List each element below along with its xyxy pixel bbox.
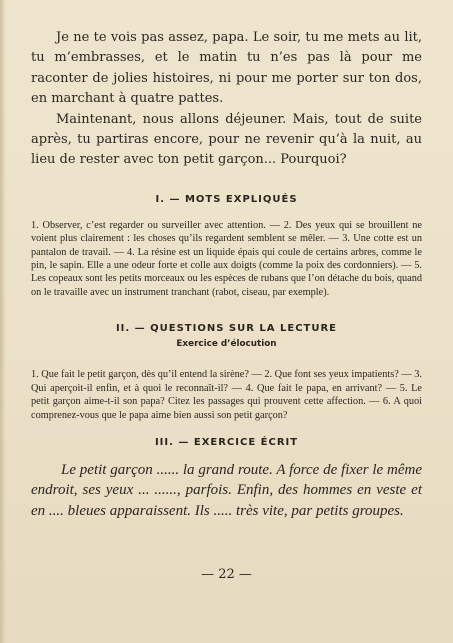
section-heading-questions: II. — QUESTIONS SUR LA LECTURE (115, 323, 338, 335)
page-number: — 22 — (201, 567, 252, 582)
passage-paragraph-2: Maintenant, nous allons déjeuner. Mais, tout de suite après, tu partiras encore, pour ne revenir qu’à la nuit, au lieu de rester avec ton petit garçon... Pourquoi? (31, 111, 422, 168)
vocabulary-text: 1. Observer, c’est regarder ou surveiller avec attention. — 2. Des yeux qui se brouillent ne voient plus clairement : les choses qu’ils regardent semblent se mêler. — 3. Une cotte est un pantalon de travail. — 4. La résine est un liquide épais qui coule de certains arbres, comme le pin, le sapin. Elle a une odeur forte et colle aux doigts (comme la poix des cordonniers). — 5. Les copeaux sont les petits morceaux ou les espèces de rubans que l’on détache du bois, quand on le travaille avec un instrument tranchant (rabot, ciseau, par exemple). (31, 219, 422, 298)
passage-paragraph-1: Je ne te vois pas assez, papa. Le soir, tu me mets au lit, tu m’embrasses, et le matin tu n’es pas là pour me raconter de jolies histoires, ni pour me porter sur ton dos, en marchant à quatre pattes. (31, 30, 422, 107)
reading-passage (31, 28, 422, 171)
page-gutter-shadow (0, 0, 6, 643)
questions-text: 1. Que fait le petit garçon, dès qu’il entend la sirène? — 2. Que font ses yeux impatients? — 3. Qui aperçoit-il enfin, et à quoi le reconnaît-il? — 4. Que fait le papa, en arrivant? — 5. Le petit garçon aime-t-il son papa? Citez les passages qui prouvent cette affection. — 6. A quoi comprenez-vous que le papa aime bien aussi son petit garçon? (31, 369, 422, 421)
section-subheading-elocution: Exercice d’élocution (176, 339, 277, 350)
section-heading-exercice-ecrit: III. — EXERCICE ÉCRIT (154, 436, 299, 448)
text-column (31, 28, 422, 521)
fill-in-exercise-text: Le petit garçon ...... la grand route. A force de fixer le même endroit, ses yeux ... ......, parfois. Enfin, des hommes en veste et en .... bleues apparaissent. Ils ..... très vite, par petits groupes. (31, 461, 422, 519)
section-heading-mots-expliques: I. — MOTS EXPLIQUÉS (155, 193, 298, 205)
